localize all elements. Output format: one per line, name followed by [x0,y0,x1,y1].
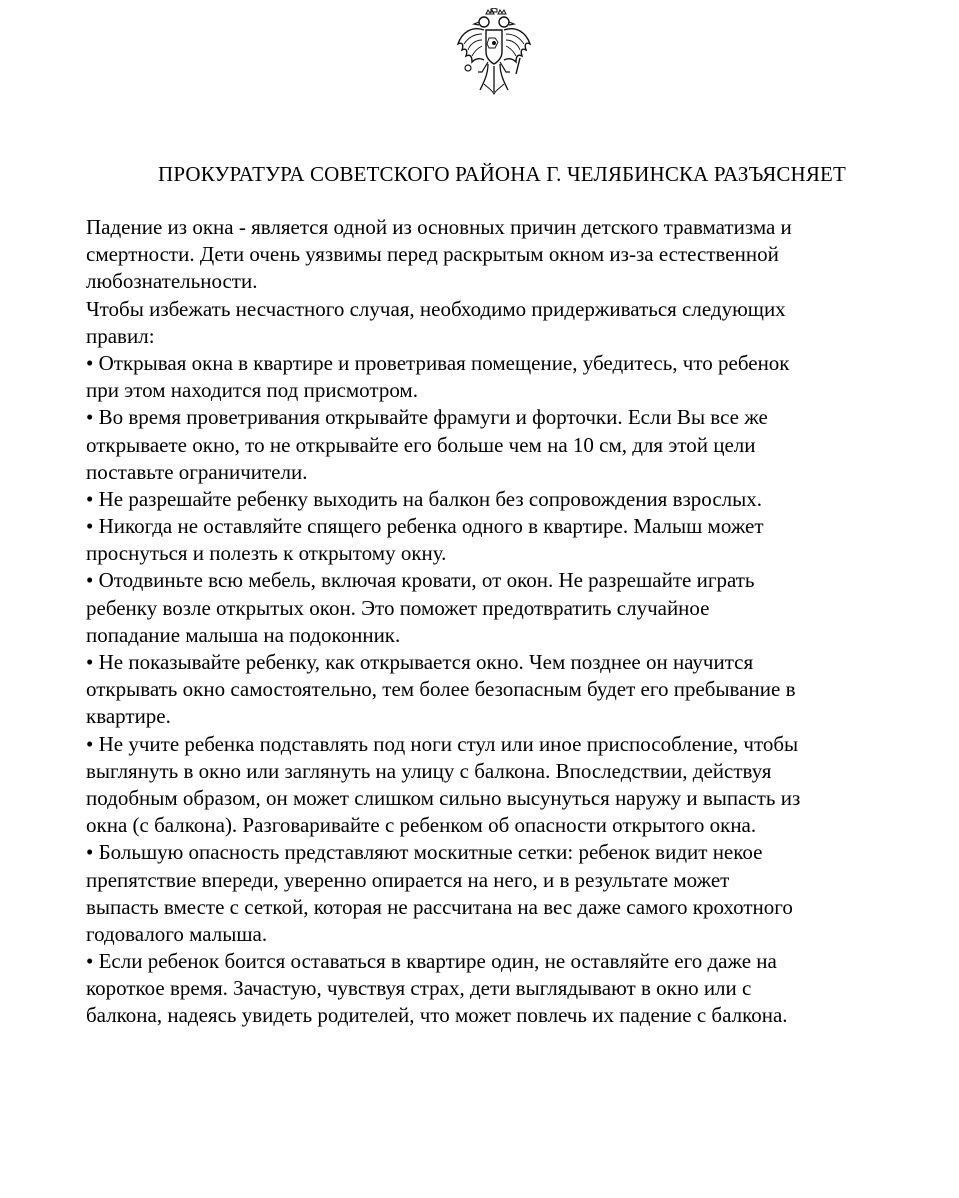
text-line: ребенку возле открытых окон. Это поможет предотвратить случайное [86,595,710,620]
text-line: открывать окно самостоятельно, тем более безопасным будет его пребывание в [86,677,796,702]
double-headed-eagle-icon [454,8,534,100]
text-line: выпасть вместе с сеткой, которая не рассчитана на вес даже самого крохотного [86,894,793,919]
text-line: • Во время проветривания открывайте фрамуги и форточки. Если Вы все же [86,405,768,430]
text-line: балкона, надеясь увидеть родителей, что может повлечь их падение с балкона. [86,1003,788,1028]
text-line: выглянуть в окно или заглянуть на улицу с балкона. Впоследствии, действуя [86,758,772,783]
text-line: окна (с балкона). Разговаривайте с ребенком об опасности открытого окна. [86,813,757,838]
text-line: Чтобы избежать несчастного случая, необходимо придерживаться следующих [86,296,786,321]
text-line: годовалого малыша. [86,921,268,946]
text-line: • Открывая окна в квартире и проветривая помещение, убедитесь, что ребенок [86,350,790,375]
text-line: • Отодвиньте всю мебель, включая кровати, от окон. Не разрешайте играть [86,568,755,593]
document-title: ПРОКУРАТУРА СОВЕТСКОГО РАЙОНА Г. ЧЕЛЯБИНСКА РАЗЪЯСНЯЕТ [158,162,846,186]
text-line: • Если ребенок боится оставаться в квартире один, не оставляйте его даже на [86,949,777,974]
text-line: попадание малыша на подоконник. [86,622,401,647]
document-body [86,214,936,1030]
coat-of-arms-emblem [454,8,534,100]
text-line: препятствие впереди, уверенно опирается на него, и в результате может [86,867,730,892]
text-line: проснуться и полезть к открытому окну. [86,541,447,566]
text-line: смертности. Дети очень уязвимы перед раскрытым окном из-за естественной [86,242,779,267]
text-line: • Большую опасность представляют москитные сетки: ребенок видит некое [86,840,763,865]
text-line: • Не учите ребенка подставлять под ноги стул или иное приспособление, чтобы [86,731,799,756]
text-line: правил: [86,323,155,348]
text-line: Падение из окна - является одной из основных причин детского травматизма и [86,215,792,239]
text-line: при этом находится под присмотром. [86,378,418,403]
text-line: • Не разрешайте ребенку выходить на балкон без сопровождения взрослых. [86,486,762,511]
text-line: • Не показывайте ребенку, как открывается окно. Чем позднее он научится [86,650,754,674]
text-line: подобным образом, он может слишком сильно высунуться наружу и выпасть из [86,785,801,810]
text-line: поставьте ограничители. [86,459,308,484]
text-line: короткое время. Зачастую, чувствуя страх, дети выглядывают в окно или с [86,976,752,1001]
text-line: любознательности. [86,269,258,294]
text-line: открываете окно, то не открывайте его больше чем на 10 см, для этой цели [86,432,756,457]
text-line: квартире. [86,704,171,729]
text-line: • Никогда не оставляйте спящего ребенка одного в квартире. Малыш может [86,514,764,539]
